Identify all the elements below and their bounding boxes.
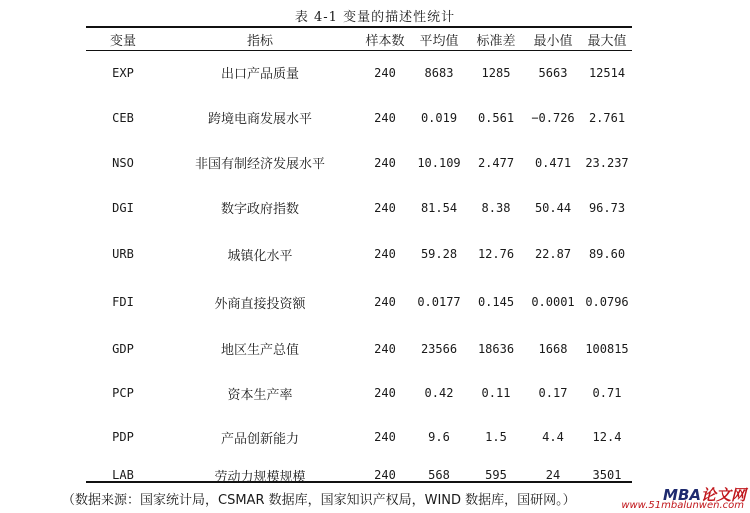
cell-min: −0.726 — [531, 110, 575, 125]
table-row — [86, 278, 632, 326]
cell-std-dev: 1285 — [481, 65, 511, 80]
cell-max: 89.60 — [588, 247, 626, 261]
cell-variable: PCP — [112, 386, 134, 400]
cell-sample-size: 240 — [374, 110, 396, 125]
cell-max: 0.71 — [592, 386, 622, 400]
cell-std-dev: 12.76 — [477, 247, 515, 261]
data-source-note: （数据来源：国家统计局，CSMAR 数据库，国家知识产权局，WIND 数据库，国研网。） — [62, 493, 576, 508]
cell-std-dev: 1.5 — [485, 430, 507, 444]
cell-mean: 8683 — [424, 65, 454, 80]
cell-std-dev: 0.145 — [477, 295, 515, 309]
cell-min: 22.87 — [534, 247, 572, 261]
cell-sample-size: 240 — [374, 430, 396, 444]
col-header-max: 最大值 — [587, 33, 627, 49]
cell-mean: 9.6 — [428, 430, 450, 444]
watermark-brand-suffix: 论文网 — [700, 486, 746, 504]
cell-indicator: 非国有制经济发展水平 — [194, 157, 325, 172]
cell-max: 0.0796 — [585, 295, 629, 309]
col-header-mean: 平均值 — [419, 33, 459, 49]
cell-variable: URB — [112, 247, 134, 261]
cell-indicator: 出口产品质量 — [220, 67, 299, 82]
cell-mean: 23566 — [420, 341, 458, 356]
cell-sample-size: 240 — [374, 65, 396, 80]
cell-min: 5663 — [538, 65, 568, 80]
cell-min: 1668 — [538, 341, 568, 356]
cell-variable: DGI — [112, 200, 134, 215]
cell-variable: CEB — [112, 110, 134, 125]
cell-variable: NSO — [112, 155, 134, 170]
col-header-variable: 变量 — [109, 33, 136, 49]
cell-sample-size: 240 — [374, 468, 396, 482]
cell-min: 0.0001 — [531, 295, 575, 309]
cell-max: 12.4 — [592, 430, 622, 444]
cell-indicator: 外商直接投资额 — [214, 296, 306, 312]
cell-indicator: 劳动力规模规模 — [214, 469, 306, 485]
cell-min: 50.44 — [534, 200, 572, 215]
cell-indicator: 资本生产率 — [227, 387, 293, 403]
cell-min: 4.4 — [542, 430, 564, 444]
cell-mean: 59.28 — [420, 247, 458, 261]
table-row — [86, 50, 632, 95]
cell-max: 96.73 — [588, 200, 626, 215]
table-row — [86, 459, 632, 491]
descriptive-statistics-table — [86, 28, 632, 491]
cell-mean: 81.54 — [420, 200, 458, 215]
cell-indicator: 产品创新能力 — [220, 431, 299, 447]
cell-sample-size: 240 — [374, 386, 396, 400]
cell-variable: GDP — [112, 341, 134, 356]
cell-mean: 10.109 — [417, 155, 461, 170]
cell-sample-size: 240 — [374, 155, 396, 170]
cell-indicator: 地区生产总值 — [220, 343, 299, 358]
cell-variable: LAB — [112, 468, 134, 482]
cell-sample-size: 240 — [374, 200, 396, 215]
table-row — [86, 185, 632, 230]
table-row — [86, 326, 632, 371]
table-row — [86, 230, 632, 278]
table-row — [86, 95, 632, 140]
cell-max: 12514 — [588, 65, 626, 80]
cell-indicator: 跨境电商发展水平 — [207, 112, 312, 127]
cell-std-dev: 595 — [485, 468, 507, 482]
col-header-min: 最小值 — [533, 33, 573, 49]
cell-max: 100815 — [585, 341, 629, 356]
cell-sample-size: 240 — [374, 295, 396, 309]
cell-std-dev: 0.11 — [481, 386, 511, 400]
table-row — [86, 140, 632, 185]
table-caption: 表 4-1 变量的描述性统计 — [294, 10, 456, 25]
cell-std-dev: 8.38 — [481, 200, 511, 215]
cell-min: 0.471 — [534, 155, 572, 170]
watermark-brand: MBA — [663, 486, 701, 504]
cell-max: 23.237 — [585, 155, 629, 170]
watermark-url: www.51mbalunwen.com — [621, 500, 744, 511]
cell-sample-size: 240 — [374, 247, 396, 261]
header-row — [86, 28, 632, 50]
cell-min: 24 — [545, 468, 561, 482]
table-row — [86, 415, 632, 459]
cell-variable: PDP — [112, 430, 134, 444]
cell-std-dev: 2.477 — [477, 155, 515, 170]
cell-mean: 568 — [428, 468, 450, 482]
cell-mean: 0.0177 — [417, 295, 461, 309]
cell-max: 2.761 — [588, 110, 626, 125]
cell-variable: FDI — [112, 295, 134, 309]
cell-sample-size: 240 — [374, 341, 396, 356]
cell-min: 0.17 — [538, 386, 568, 400]
col-header-indicator: 指标 — [246, 33, 273, 49]
cell-indicator: 数字政府指数 — [220, 202, 299, 217]
cell-mean: 0.019 — [420, 110, 458, 125]
col-header-std-dev: 标准差 — [476, 33, 516, 49]
col-header-sample-size: 样本数 — [365, 33, 405, 49]
cell-std-dev: 0.561 — [477, 110, 515, 125]
cell-max: 3501 — [592, 468, 622, 482]
cell-indicator: 城镇化水平 — [227, 248, 293, 264]
cell-mean: 0.42 — [424, 386, 454, 400]
cell-std-dev: 18636 — [477, 341, 515, 356]
table-row — [86, 371, 632, 415]
cell-variable: EXP — [112, 65, 134, 80]
